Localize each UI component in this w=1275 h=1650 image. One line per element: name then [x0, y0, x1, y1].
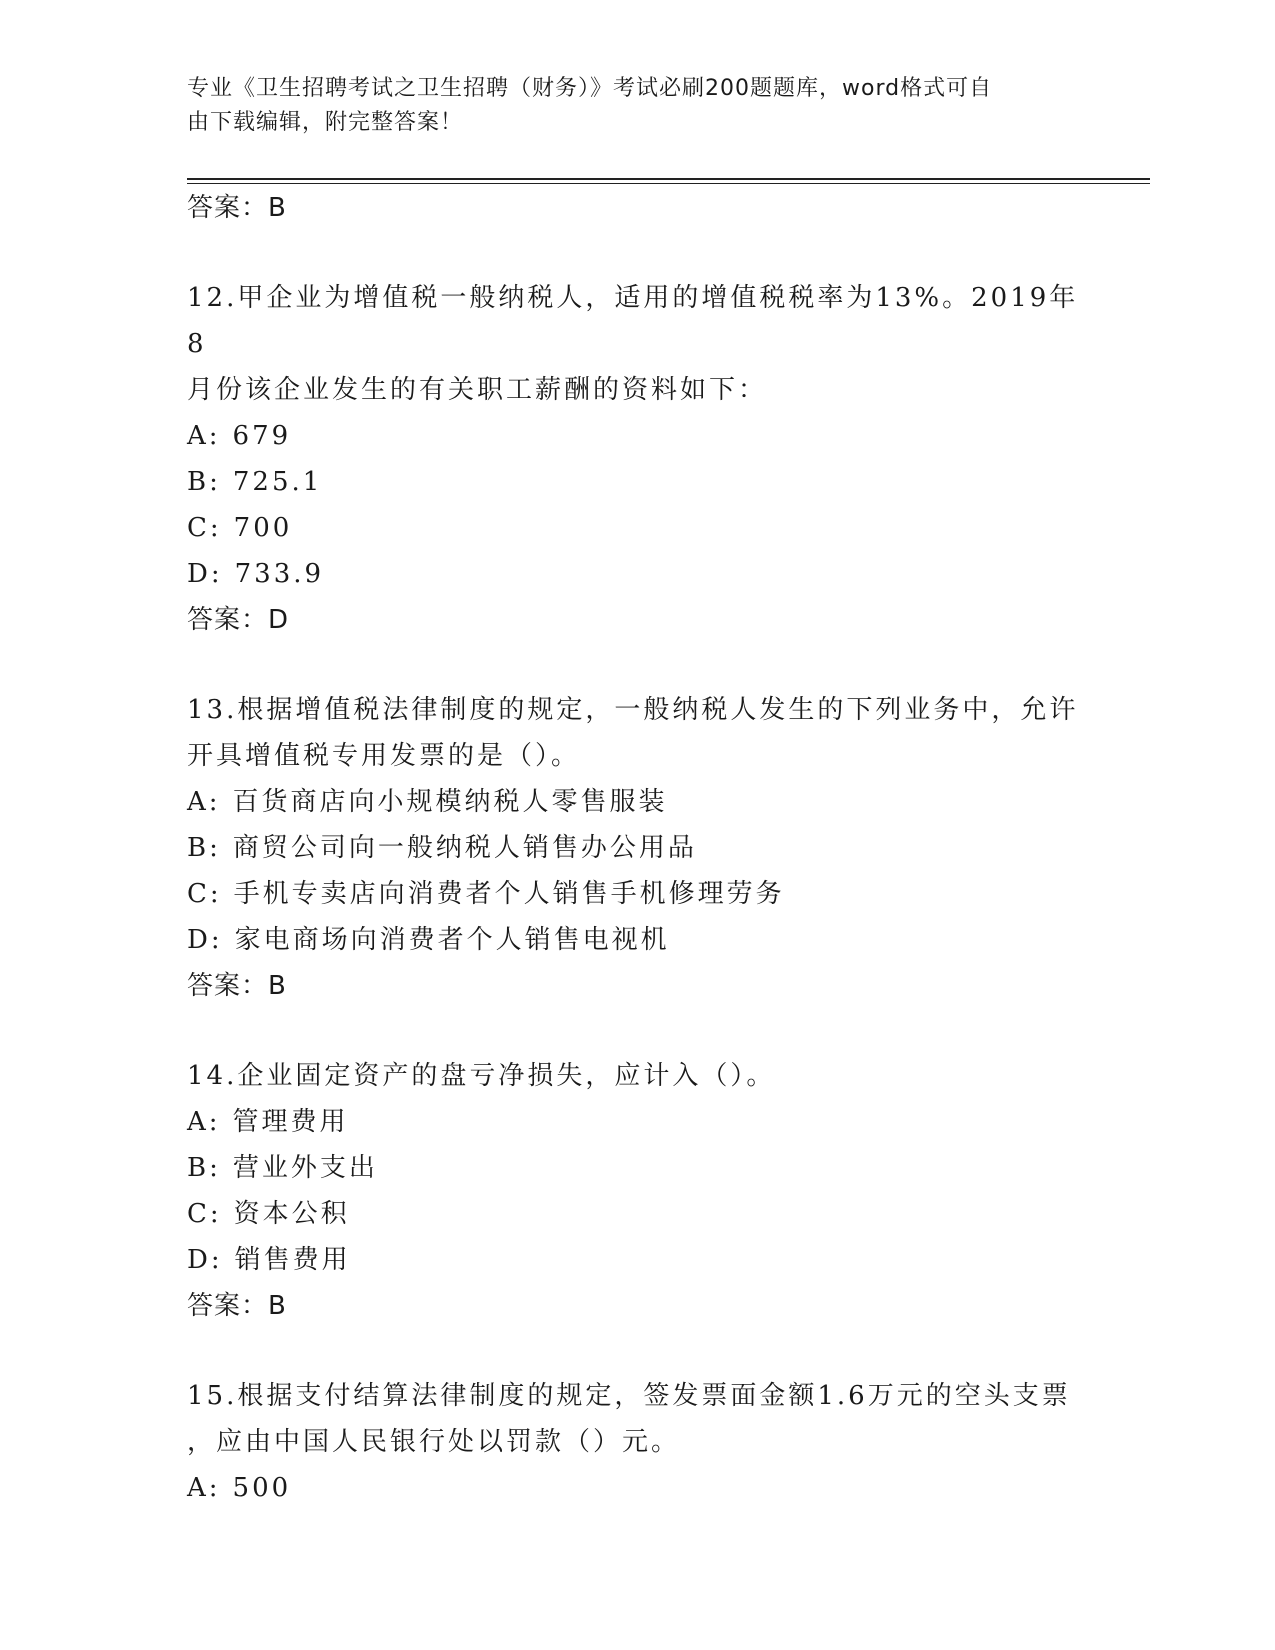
option-key: B: — [187, 833, 221, 863]
option-text: 733.9 — [234, 559, 325, 589]
question-stem-line: 12.甲企业为增值税一般纳税人，适用的增值税税率为13%。2019年8 — [187, 283, 1079, 359]
option-text: 资本公积 — [233, 1199, 350, 1229]
previous-answer: 答案：B — [187, 193, 287, 223]
option-a — [187, 1465, 1087, 1511]
option-d — [187, 1237, 1087, 1283]
answer-line: 答案：D — [187, 605, 290, 635]
question-stem-line: ，应由中国人民银行处以罚款（）元。 — [187, 1427, 681, 1457]
option-text: 销售费用 — [234, 1245, 351, 1275]
question-15 — [187, 1373, 1087, 1511]
header-divider-thin — [187, 183, 1150, 184]
question-stem-line: 15.根据支付结算法律制度的规定，签发票面金额1.6万元的空头支票 — [187, 1381, 1071, 1411]
option-key: B: — [187, 1153, 221, 1183]
option-c — [187, 871, 1087, 917]
option-text: 家电商场向消费者个人销售电视机 — [234, 925, 670, 955]
option-text: 百货商店向小规模纳税人零售服装 — [232, 787, 668, 817]
option-key: D: — [187, 925, 223, 955]
question-stem-line: 开具增值税专用发票的是（）。 — [187, 741, 581, 771]
option-d — [187, 551, 1087, 597]
option-key: B: — [187, 467, 221, 497]
option-text: 手机专卖店向消费者个人销售手机修理劳务 — [233, 879, 785, 909]
header-line-2: 由下载编辑，附完整答案！ — [187, 110, 464, 135]
option-key: A: — [187, 1107, 221, 1137]
option-d — [187, 917, 1087, 963]
answer-line: 答案：B — [187, 971, 287, 1001]
document-header — [187, 72, 1067, 140]
question-list — [187, 185, 1087, 1511]
option-key: D: — [187, 559, 223, 589]
option-text: 营业外支出 — [232, 1153, 378, 1183]
option-key: A: — [187, 787, 221, 817]
option-key: A: — [187, 421, 221, 451]
option-c — [187, 1191, 1087, 1237]
question-stem-line: 14.企业固定资产的盘亏净损失，应计入（）。 — [187, 1061, 776, 1091]
option-text: 679 — [232, 421, 292, 451]
option-c — [187, 505, 1087, 551]
question-14 — [187, 1053, 1087, 1329]
option-key: C: — [187, 1199, 222, 1229]
header-divider-thick — [187, 178, 1150, 180]
question-13 — [187, 687, 1087, 1009]
question-stem-line: 月份该企业发生的有关职工薪酬的资料如下： — [187, 375, 768, 405]
option-text: 700 — [233, 513, 293, 543]
option-text: 725.1 — [232, 467, 323, 497]
option-text: 商贸公司向一般纳税人销售办公用品 — [232, 833, 697, 863]
option-key: C: — [187, 513, 222, 543]
answer-line: 答案：B — [187, 1291, 287, 1321]
option-text: 500 — [232, 1473, 292, 1503]
option-b — [187, 459, 1087, 505]
option-a — [187, 1099, 1087, 1145]
option-key: A: — [187, 1473, 221, 1503]
option-a — [187, 413, 1087, 459]
option-b — [187, 825, 1087, 871]
option-b — [187, 1145, 1087, 1191]
option-key: D: — [187, 1245, 223, 1275]
option-key: C: — [187, 879, 222, 909]
header-line-1: 专业《卫生招聘考试之卫生招聘（财务）》考试必刷200题题库，word格式可自 — [187, 76, 993, 101]
question-12 — [187, 275, 1087, 643]
question-stem-line: 13.根据增值税法律制度的规定，一般纳税人发生的下列业务中，允许 — [187, 695, 1079, 725]
option-a — [187, 779, 1087, 825]
option-text: 管理费用 — [232, 1107, 349, 1137]
